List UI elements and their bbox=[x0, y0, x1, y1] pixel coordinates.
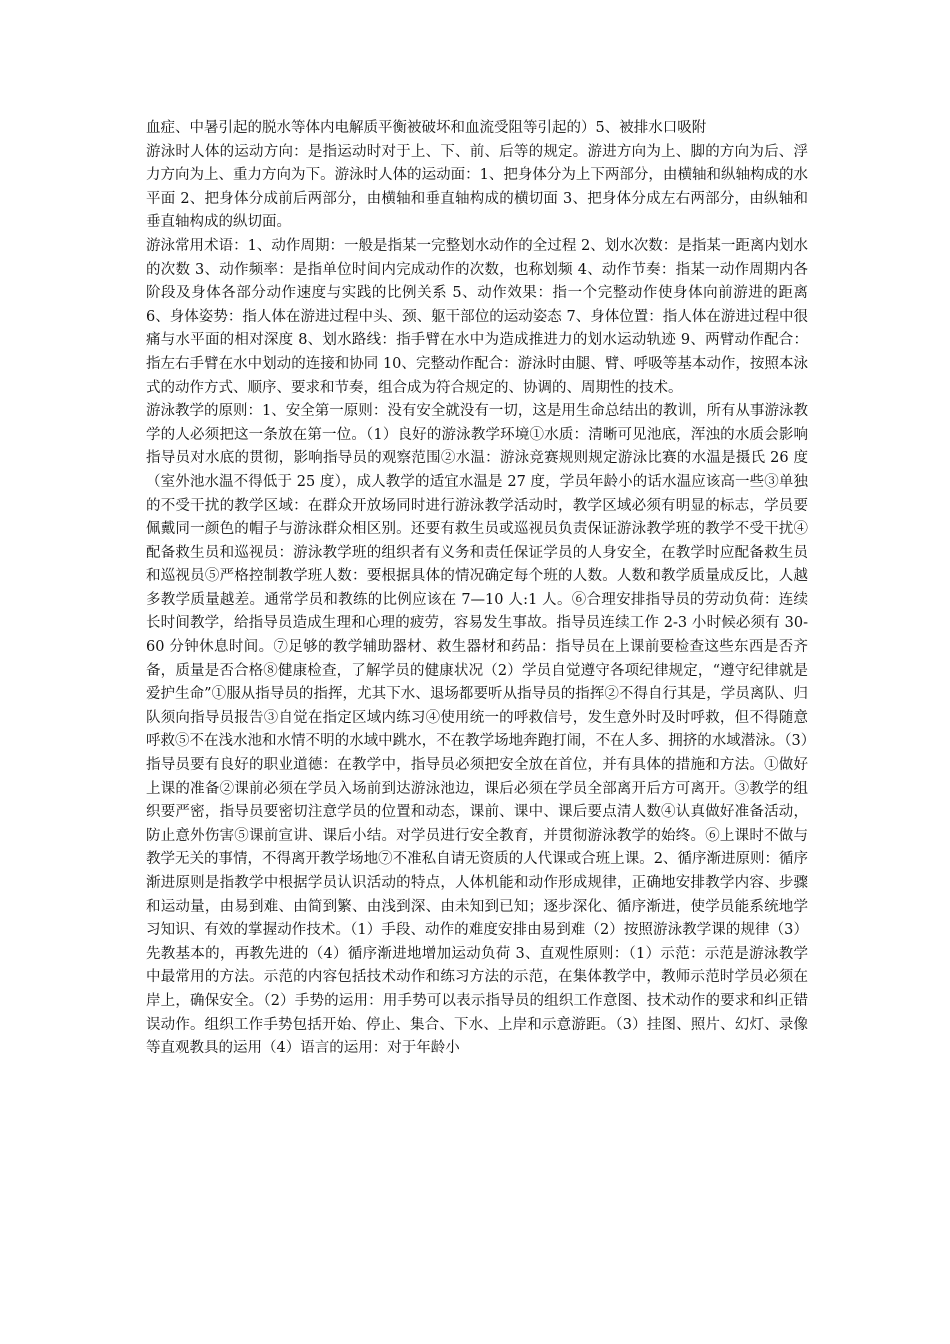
paragraph-swimming-motion-directions: 游泳时人体的运动方向：是指运动时对于上、下、前、后等的规定。游进方向为上、脚的方向为后、浮力方向为上、重力方向为下。游泳时人体的运动面：1、把身体分为上下两部分，由横轴和纵轴构成的水平面 2、把身体分成前后两部分，由横轴和垂直轴构成的横切面 3、把身体分成左右两部分，由纵轴和垂直轴构成的纵切面。 bbox=[146, 143, 808, 231]
document-body bbox=[146, 117, 808, 1061]
paragraph-teaching-principles: 游泳教学的原则：1、安全第一原则：没有安全就没有一切，这是用生命总结出的教训，所有从事游泳教学的人必须把这一条放在第一位。（1）良好的游泳教学环境①水质：清晰可见池底，浑浊的水质会影响指导员对水底的贯彻，影响指导员的观察范围②水温：游泳竞赛规则规定游泳比赛的水温是摄氏 26 度（室外池水温不得低于 25 度），成人教学的适宜水温是 27 度，学员年龄小的话水温应该高一些③单独的不受干扰的教学区域：在群众开放场同时进行游泳教学活动时，教学区域必须有明显的标志，学员要佩戴同一颜色的帽子与游泳群众相区别。还要有救生员或巡视员负责保证游泳教学班的教学不受干扰④配备救生员和巡视员：游泳教学班的组织者有义务和责任保证学员的人身安全，在教学时应配备救生员和巡视员⑤严格控制教学班人数：要根据具体的情况确定每个班的人数。人数和教学质量成反比，人越多教学质量越差。通常学员和教练的比例应该在 7—10 人:1 人。⑥合理安排指导员的劳动负荷：连续长时间教学，给指导员造成生理和心理的疲劳，容易发生事故。指导员连续工作 2-3 小时候必须有 30-60 分钟休息时间。⑦足够的教学辅助器材、救生器材和药品：指导员在上课前要检查这些东西是否齐备，质量是否合格⑧健康检查，了解学员的健康状况（2）学员自觉遵守各项纪律规定，“遵守纪律就是爱护生命”①服从指导员的指挥，尤其下水、退场都要听从指导员的指挥②不得自行其是，学员离队、归队须向指导员报告③自觉在指定区域内练习④使用统一的呼救信号，发生意外时及时呼救，但不得随意呼救⑤不在浅水池和水情不明的水域中跳水，不在教学场地奔跑打闹，不在人多、拥挤的水域潜泳。（3）指导员要有良好的职业道德：在教学中，指导员必须把安全放在首位，并有具体的措施和方法。①做好上课的准备②课前必须在学员入场前到达游泳池边，课后必须在学员全部离开后方可离开。③教学的组织要严密，指导员要密切注意学员的位置和动态，课前、课中、课后要点清人数④认真做好准备活动，防止意外伤害⑤课前宣讲、课后小结。对学员进行安全教育，并贯彻游泳教学的始终。⑥上课时不做与教学无关的事情，不得离开教学场地⑦不准私自请无资质的人代课或合班上课。2、循序渐进原则：循序渐进原则是指教学中根据学员认识活动的特点，人体机能和动作形成规律，正确地安排教学内容、步骤和运动量，由易到难、由简到繁、由浅到深、由未知到已知；逐步深化、循序渐进，使学员能系统地学习知识、有效的掌握动作技术。（1）手段、动作的难度安排由易到难（2）按照游泳教学课的规律（3）先教基本的，再教先进的（4）循序渐进地增加运动负荷 3、直观性原则：（1）示范：示范是游泳教学中最常用的方法。示范的内容包括技术动作和练习方法的示范，在集体教学中，教师示范时学员必须在岸上，确保安全。（2）手势的运用：用手势可以表示指导员的组织工作意图、技术动作的要求和纠正错误动作。组织工作手势包括开始、停止、集合、下水、上岸和示意游距。（3）挂图、照片、幻灯、录像等直观教具的运用（4）语言的运用：对于年龄小 bbox=[146, 403, 808, 1057]
paragraph-continuation: 血症、中暑引起的脱水等体内电解质平衡被破坏和血流受阻等引起的）5、被排水口吸附 bbox=[146, 120, 707, 136]
paragraph-swimming-terms: 游泳常用术语：1、动作周期：一般是指某一完整划水动作的全过程 2、划水次数：是指某一距离内划水的次数 3、动作频率：是指单位时间内完成动作的次数，也称划频 4、动作节奏：指某一动作周期内各阶段及身体各部分动作速度与实践的比例关系 5、动作效果：指一个完整动作使身体向前游进的距离 6、身体姿势：指人体在游进过程中头、颈、躯干部位的运动姿态 7、身体位置：指人体在游进过程中很痛与水平面的相对深度 8、划水路线：指手臂在水中为造成推进力的划水运动轨迹 9、两臂动作配合：指左右手臂在水中划动的连接和协同 10、完整动作配合：游泳时由腿、臂、呼吸等基本动作，按照本泳式的动作方式、顺序、要求和节奏，组合成为符合规定的、协调的、周期性的技术。 bbox=[146, 237, 808, 396]
